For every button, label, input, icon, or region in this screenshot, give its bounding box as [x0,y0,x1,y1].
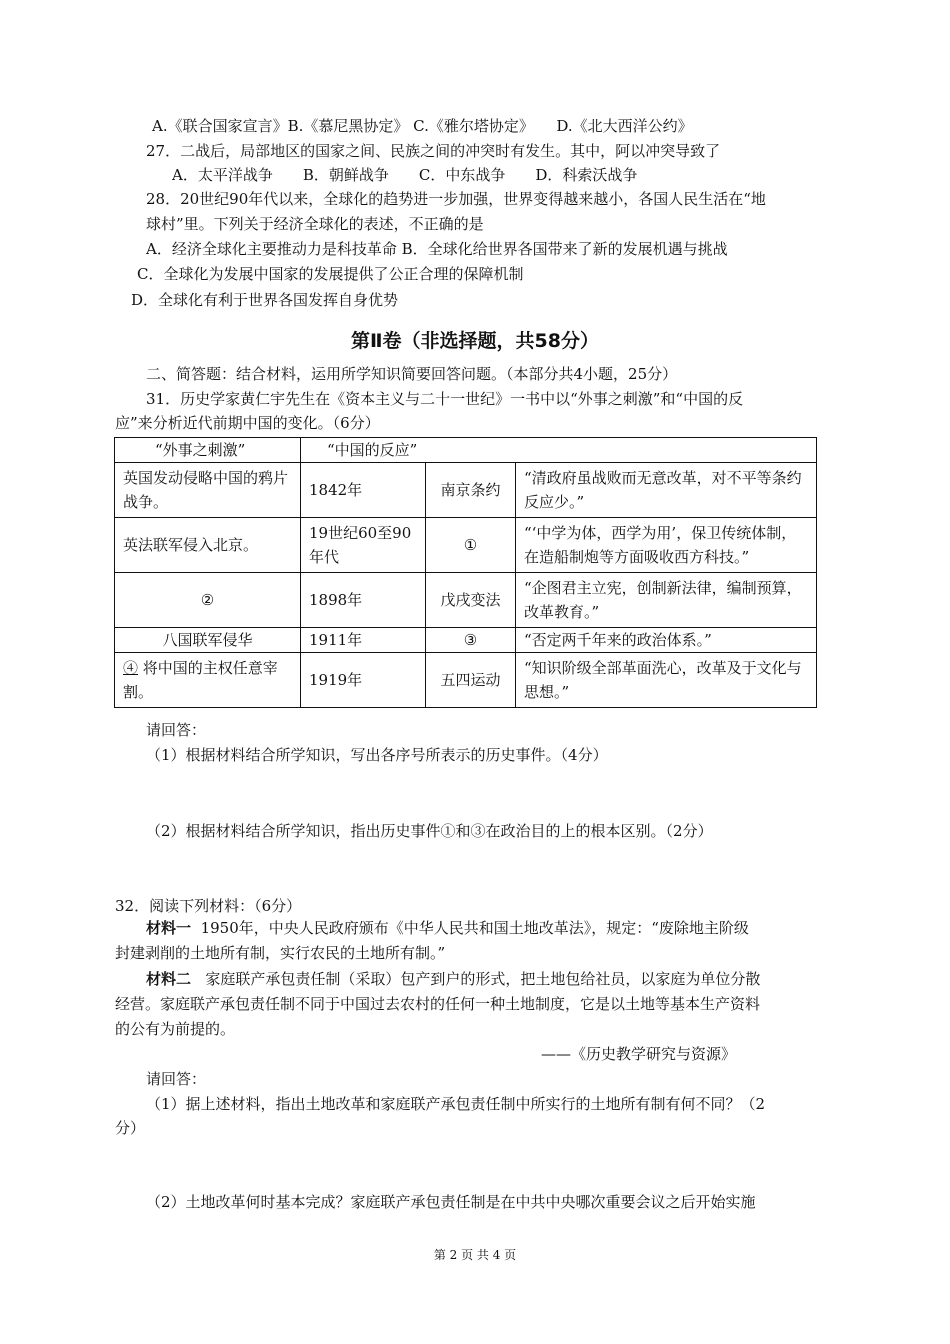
q27-options: A．太平洋战争 B．朝鲜战争 C．中东战争 D．科索沃战争 [172,166,638,184]
cell-quote: “企图君主立宪，创制新法律，编制预算，改革教育。” [516,573,817,628]
cell-event: 南京条约 [426,463,516,518]
cell-stimulus: 英法联军侵入北京。 [115,518,301,573]
material2-label: 材料二 [146,970,192,988]
cell-year: 19世纪60至90年代 [301,518,426,573]
cell-quote: “‘中学为体，西学为用’，保卫传统体制，在造船制炮等方面吸收西方科技。” [516,518,817,573]
table-row [115,463,817,518]
q31-sub1: （1）根据材料结合所学知识，写出各序号所表示的历史事件。（4分） [146,746,608,764]
q32-material2-line1 [146,969,760,989]
table-row [115,653,817,708]
q32-material1-line2: 封建剥削的土地所有制，实行农民的土地所有制。” [115,944,446,962]
cell-stimulus-blank-2: ② [115,573,301,628]
q28-option-d: D．全球化有利于世界各国发挥自身优势 [131,291,399,309]
q32-intro: 32．阅读下列材料：（6分） [115,897,302,915]
cell-quote: “知识阶级全部革面洗心，改革及于文化与思想。” [516,653,817,708]
q32-material2-line3: 的公有为前提的。 [115,1020,236,1038]
cell-quote: “否定两千年来的政治体系。” [516,628,817,653]
table-row [115,628,817,653]
q31-sub2: （2）根据材料结合所学知识，指出历史事件①和③在政治目的上的根本区别。（2分） [146,822,713,840]
material2-text: 家庭联产承包责任制（采取）包产到户的形式，把土地包给社员，以家庭为单位分散 [205,970,761,988]
part2-title: 第Ⅱ卷（非选择题，共58分） [351,330,599,352]
q28-option-ab: A．经济全球化主要推动力是科技革命 B．全球化给世界各国带来了新的发展机遇与挑战 [146,240,728,258]
q32-source: ——《历史教学研究与资源》 [541,1045,737,1063]
header-response: “中国的反应” [301,438,817,463]
cell-event-blank-3: ③ [426,628,516,653]
q32-sub2: （2）土地改革何时基本完成？家庭联产承包责任制是在中共中央哪次重要会议之后开始实施 [146,1193,756,1211]
table-header-row [115,438,817,463]
section2-intro: 二、简答题：结合材料，运用所学知识简要回答问题。（本部分共4小题，25分） [146,365,678,383]
q32-please-answer: 请回答： [146,1070,207,1088]
cell-stimulus: 英国发动侵略中国的鸦片战争。 [115,463,301,518]
material1-text: 1950年，中央人民政府颁布《中华人民共和国土地改革法》，规定：“废除地主阶级 [200,919,749,937]
q26-options: A.《联合国家宣言》B.《慕尼黑协定》 C.《雅尔塔协定》 D.《北大西洋公约》 [152,117,693,135]
q31-please-answer: 请回答： [146,721,207,739]
table-row [115,518,817,573]
history-table [114,437,817,708]
cell-year: 1842年 [301,463,426,518]
q28-stem-line2: 球村”里。下列关于经济全球化的表述，不正确的是 [146,215,484,233]
q32-sub1-line2: 分） [115,1119,146,1137]
cell-stimulus-text: 将中国的主权任意宰割。 [123,659,278,701]
header-stimulus: “外事之刺激” [115,438,301,463]
q31-intro-line1: 31．历史学家黄仁宇先生在《资本主义与二十一世纪》一书中以“外事之刺激”和“中国的反 [146,390,744,408]
q27-stem: 27．二战后，局部地区的国家之间、民族之间的冲突时有发生。其中，阿以冲突导致了 [146,142,721,160]
q32-sub1-line1: （1）据上述材料，指出土地改革和家庭联产承包责任制中所实行的土地所有制有何不同？（2 [146,1095,766,1113]
blank-4-mark: ④ [123,659,139,677]
q28-stem-line1: 28．20世纪90年代以来，全球化的趋势进一步加强，世界变得越来越小，各国人民生活在“地 [146,190,766,208]
cell-event-blank-1: ① [426,518,516,573]
material1-label: 材料一 [146,919,192,937]
table-row [115,573,817,628]
cell-year: 1919年 [301,653,426,708]
cell-event: 戊戌变法 [426,573,516,628]
q32-material2-line2: 经营。家庭联产承包责任制不同于中国过去农村的任何一种土地制度，它是以土地等基本生产资料 [115,995,761,1013]
cell-year: 1911年 [301,628,426,653]
page-footer: 第 2 页 共 4 页 [433,1248,517,1262]
q28-option-c: C．全球化为发展中国家的发展提供了公正合理的保障机制 [137,265,524,283]
cell-year: 1898年 [301,573,426,628]
cell-stimulus: 八国联军侵华 [115,628,301,653]
q32-material1-line1 [146,918,749,938]
cell-event: 五四运动 [426,653,516,708]
cell-stimulus [115,653,301,708]
cell-quote: “清政府虽战败而无意改革，对不平等条约反应少。” [516,463,817,518]
q31-intro-line2: 应”来分析近代前期中国的变化。（6分） [115,414,380,432]
